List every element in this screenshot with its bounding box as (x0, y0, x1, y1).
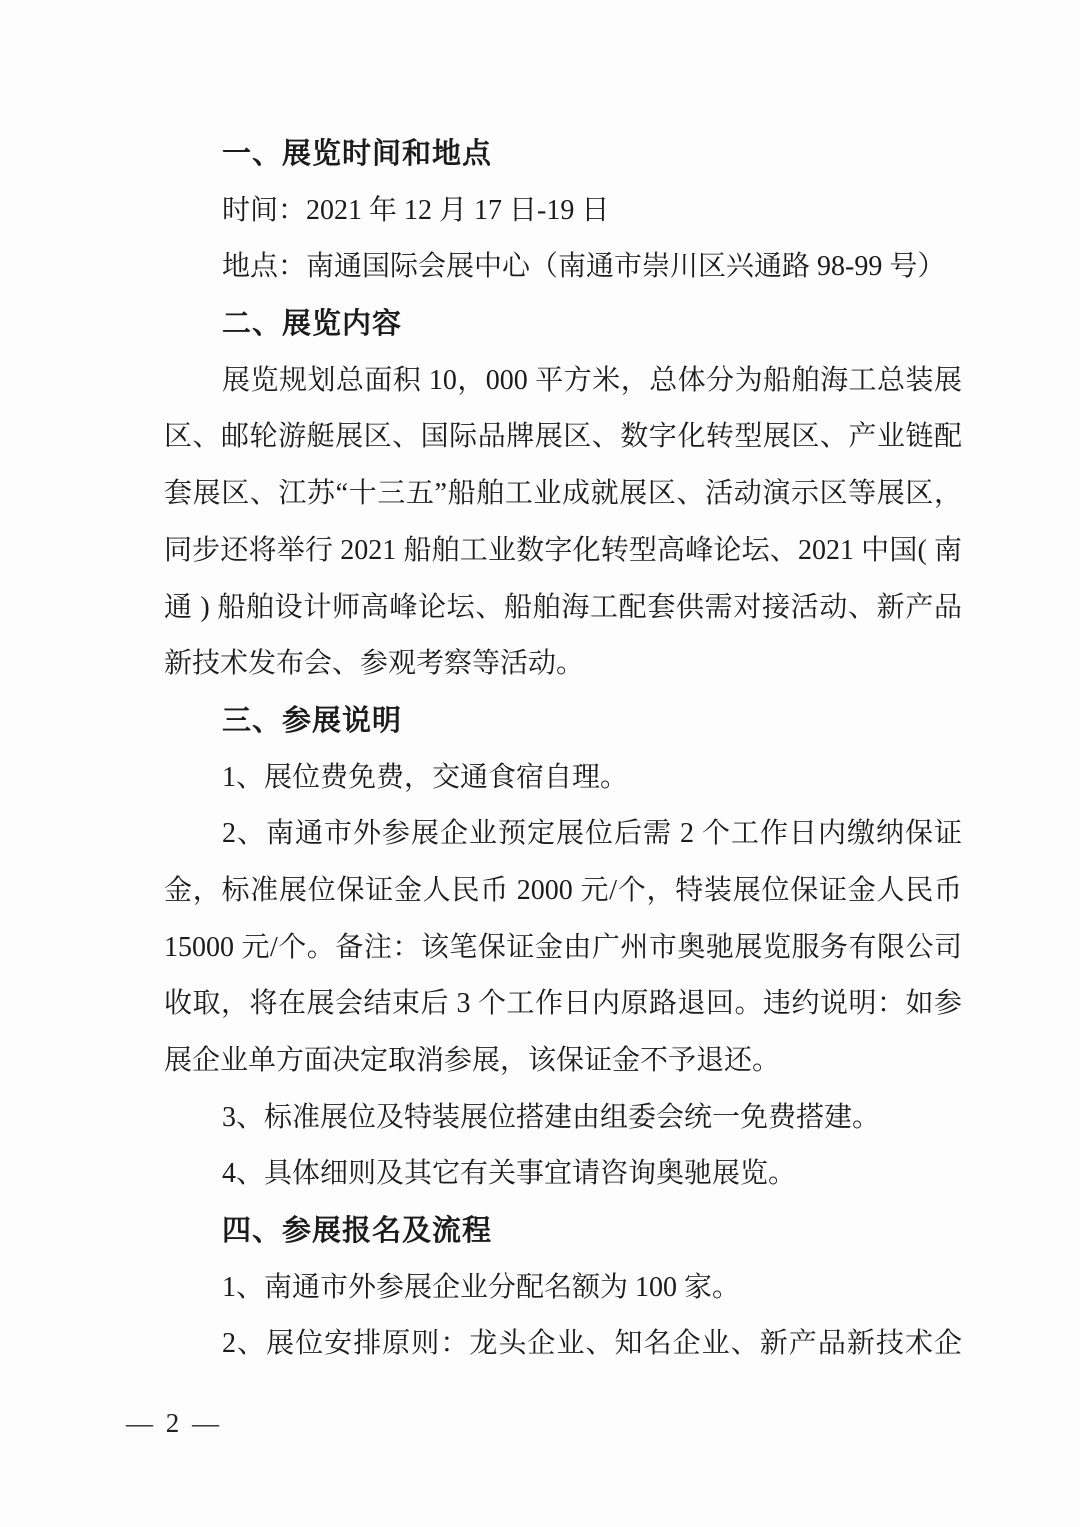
section-heading-participation-notes: 三、参展说明 (222, 704, 403, 737)
section-heading-registration-process: 四、参展报名及流程 (222, 1215, 493, 1248)
line-content-4: 同步还将举行 2021 船舶工业数字化转型高峰论坛、2021 中国( 南 (164, 534, 962, 566)
line-exhibition-location: 地点：南通国际会展中心（南通市崇川区兴通路 98-99 号） (222, 251, 946, 283)
line-content-2: 区、邮轮游艇展区、国际品牌展区、数字化转型展区、产业链配 (164, 421, 962, 453)
page-number: — 2 — (126, 1408, 222, 1438)
line-note-2b: 金，标准展位保证金人民币 2000 元/个，特装展位保证金人民币 (164, 874, 962, 906)
line-content-1: 展览规划总面积 10，000 平方米，总体分为船舶海工总装展 (222, 364, 962, 396)
line-content-5: 通 ) 船舶设计师高峰论坛、船舶海工配套供需对接活动、新产品 (164, 591, 962, 623)
line-content-6: 新技术发布会、参观考察等活动。 (164, 648, 585, 680)
line-registration-1: 1、南通市外参展企业分配名额为 100 家。 (222, 1271, 741, 1303)
line-note-2a: 2、南通市外参展企业预定展位后需 2 个工作日内缴纳保证 (222, 818, 962, 850)
section-heading-exhibition-content: 二、展览内容 (222, 308, 403, 341)
line-note-4: 4、具体细则及其它有关事宜请咨询奥驰展览。 (222, 1158, 797, 1190)
line-note-2c: 15000 元/个。备注：该笔保证金由广州市奥驰展览服务有限公司 (164, 931, 962, 963)
line-note-2d: 收取，将在展会结束后 3 个工作日内原路退回。违约说明：如参 (164, 988, 962, 1020)
section-heading-time-location: 一、展览时间和地点 (222, 138, 493, 170)
line-note-1: 1、展位费免费，交通食宿自理。 (222, 761, 629, 793)
line-note-2e: 展企业单方面决定取消参展，该保证金不予退还。 (164, 1045, 781, 1076)
line-content-3: 套展区、江苏“十三五”船舶工业成就展区、活动演示区等展区， (164, 478, 962, 510)
document-body (164, 126, 962, 1373)
line-registration-2: 2、展位安排原则：龙头企业、知名企业、新产品新技术企 (222, 1328, 962, 1360)
line-exhibition-time: 时间：2021 年 12 月 17 日-19 日 (222, 194, 610, 226)
line-note-3: 3、标准展位及特装展位搭建由组委会统一免费搭建。 (222, 1101, 881, 1133)
